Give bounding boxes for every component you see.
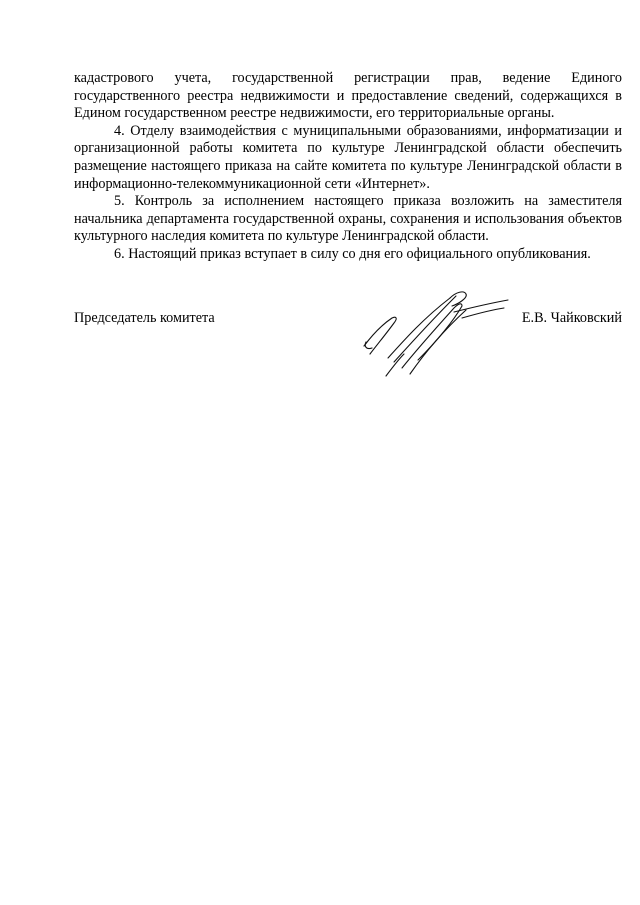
- paragraph-item-5: 5. Контроль за исполнением настоящего приказа возложить на заместителя начальника департамента государственной охраны, сохранения и использования объектов культурного наследия комитета по культуре Ленинградской области.: [74, 193, 622, 245]
- signer-name: Е.В. Чайковский: [521, 310, 622, 326]
- signature-block: [74, 310, 622, 380]
- paragraph-item-4: 4. Отделу взаимодействия с муниципальными образованиями, информатизации и организационной работы комитета по культуре Ленинградской области обеспечить размещение настоящего приказа на сайте комитета по культуре Ленинградской области в информационно-телекоммуникационной сети «Интернет».: [74, 122, 622, 192]
- document-body: [74, 70, 622, 264]
- signer-title: Председатель комитета: [74, 310, 215, 326]
- paragraph-item-6: 6. Настоящий приказ вступает в силу со дня его официального опубликования.: [114, 245, 591, 262]
- handwritten-signature-icon: [358, 288, 518, 380]
- paragraph-continuation: кадастрового учета, государственной регистрации прав, ведение Единого государственного реестра недвижимости и предоставление сведений, содержащихся в Едином государственном реестре недвижимости, его территориальные органы.: [74, 70, 622, 122]
